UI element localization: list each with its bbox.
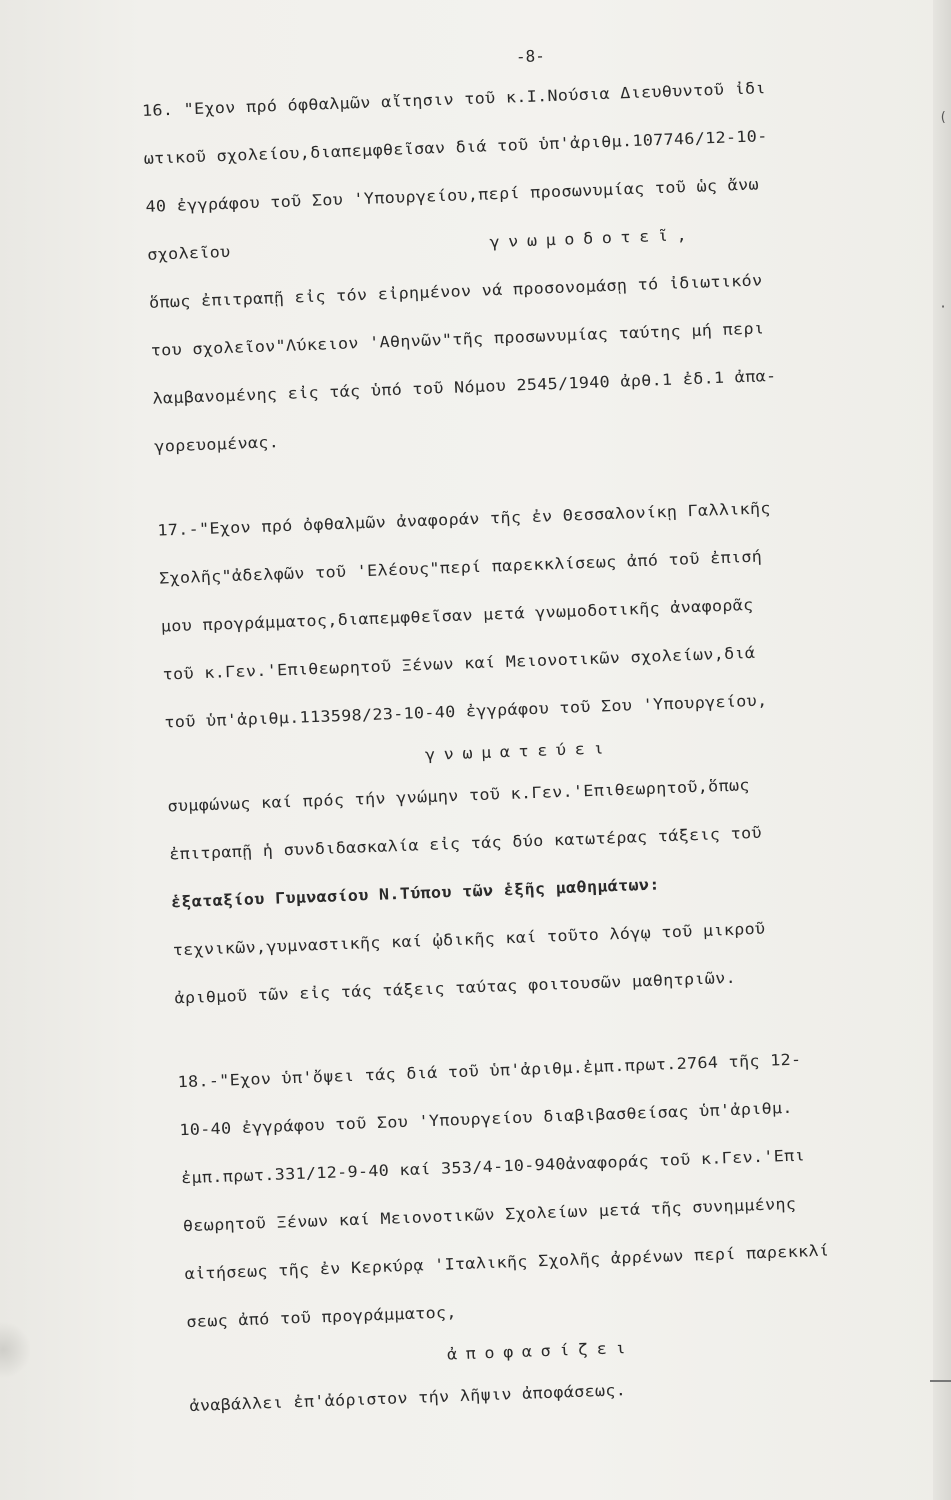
text-line: ωτικοῦ σχολείου,διαπεμφθεῖσαν διά τοῦ ὑπ'ἀριθμ.107746/12-10- <box>143 127 768 168</box>
paper-stain <box>0 1320 30 1380</box>
text-line: ἑξαταξίου Γυμνασίου Ν.Τύπου τῶν ἑξῆς μαθημάτων: <box>170 875 660 912</box>
item-16 <box>141 58 935 470</box>
text-line: τοῦ κ.Γεν.'Επιθεωρητοῦ Ξένων καί Μειονοτικῶν σχολείων,διά <box>162 643 756 684</box>
text-line: 16. "Εχον πρό όφθαλμῶν αἴτησιν τοῦ κ.Ι.Νούσια Διευθυντοῦ ἰδι <box>141 79 767 120</box>
text-line: 40 ἐγγράφου τοῦ Σου 'Υπουργείου,περί προσωνυμίας τοῦ ὡς ἄνω <box>145 175 760 216</box>
margin-mark: · <box>939 300 947 315</box>
text-line: ἀναβάλλει ἐπ'ἀόριστον τήν λῆψιν ἀποφάσεως. <box>189 1381 627 1416</box>
text-line: 18.-"Εχον ὑπ'ὄψει τάς διά τοῦ ὑπ'ἀριθμ.ἐμπ.πρωτ.2764 τῆς 12- <box>177 1050 802 1092</box>
text-line: Σχολῆς"ἀδελφῶν τοῦ 'Ελέους"περί παρεκκλίσεως ἀπό τοῦ ἐπισή <box>158 547 763 588</box>
margin-mark: ( <box>939 110 947 125</box>
text-fragment: σχολεῖου <box>146 242 231 264</box>
text-line: ἐπιτραπῇ ἡ συνδιδασκαλία εἰς τάς δύο κατωτέρας τάξεις τοῦ <box>168 823 763 864</box>
text-line: σεως ἀπό τοῦ προγράμματος, <box>186 1303 458 1332</box>
item-17 <box>157 478 951 1022</box>
typed-text <box>140 26 951 1430</box>
text-line: τεχνικῶν,γυμναστικῆς καί ᾠδικῆς καί τοῦτο λόγῳ τοῦ μικροῦ <box>172 919 766 960</box>
text-line: 10-40 ἐγγράφου τοῦ Σου 'Υπουργείου διαβιβασθείσας ὑπ'ἀριθμ. <box>179 1098 794 1140</box>
decision-verb: γνωμοδοτεῖ, <box>489 225 696 252</box>
text-line: ὅπως ἐπιτραπῇ εἰς τόν εἰρημένον νά προσονομάσῃ τό ἰδιωτικόν <box>148 271 763 312</box>
text-line: συμφώνως καί πρός τήν γνώμην τοῦ κ.Γεν.'Επιθεωρητοῦ,ὅπως <box>167 776 751 816</box>
decision-verb: γνωματεύει <box>424 739 613 765</box>
text-line: τοῦ ὑπ'ἀριθμ.113598/23-10-40 ἐγγράφου τοῦ Σου 'Υπουργείου, <box>164 691 768 732</box>
page-number: -8- <box>515 46 546 67</box>
text-line: του σχολεῖον"Λύκειον 'Αθηνῶν"τῆς προσωνυμίας ταύτης μή περι <box>150 319 765 360</box>
item-18 <box>177 1030 951 1430</box>
text-line: γορευομένας. <box>154 433 280 456</box>
text-line: λαμβανομένης εἰς τάς ὑπό τοῦ Νόμου 2545/1940 ἀρθ.1 ἐδ.1 ἀπα- <box>152 366 777 408</box>
text-line: θεωρητοῦ Ξένων καί Μειονοτικῶν Σχολείων μετά τῆς συνημμένης <box>182 1194 797 1236</box>
text-line: ἀριθμοῦ τῶν εἰς τάς τάξεις ταύτας φοιτουσῶν μαθητριῶν. <box>174 968 737 1008</box>
text-line: ἐμπ.πρωτ.331/12-9-40 καί 353/4-10-940ἀναφοράς τοῦ κ.Γεν.'Επι <box>180 1146 806 1188</box>
text-line: αἰτήσεως τῆς ἐν Κερκύρᾳ 'Ιταλικῆς Σχολῆς ἀρρένων περί παρεκκλί <box>184 1241 830 1284</box>
text-line: 17.-"Εχον πρό ὀφθαλμῶν ἀναφοράν τῆς ἐν Θεσσαλονίκῃ Γαλλικῆς <box>157 499 772 540</box>
text-line: μου προγράμματος,διαπεμφθεῖσαν μετά γνωμοδοτικῆς ἀναφορᾶς <box>160 595 754 636</box>
decision-verb: ἀποφασίζει <box>446 1338 635 1364</box>
